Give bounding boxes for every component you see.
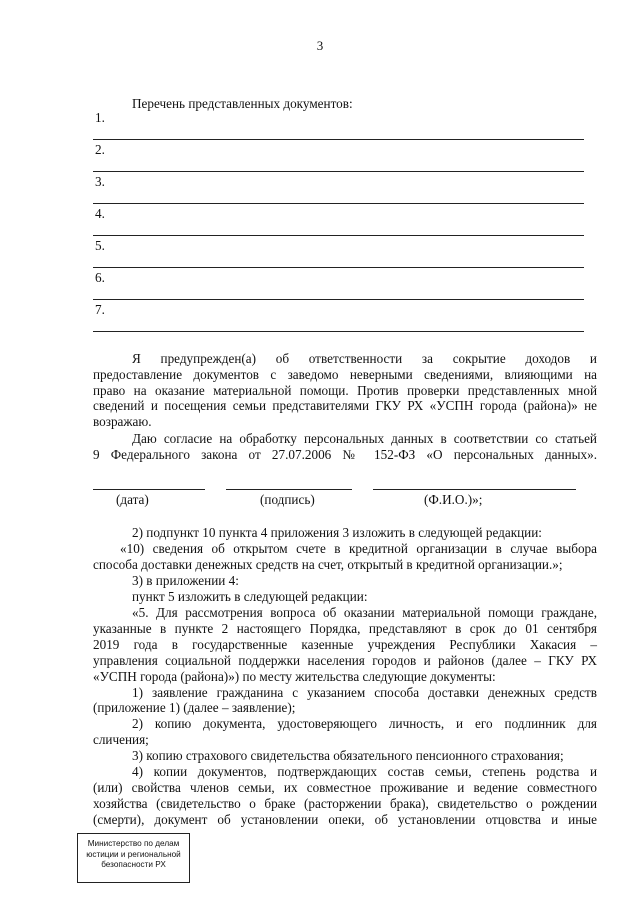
text-line: 2) копию документа, удостоверяющего личность, и его подлинник для — [132, 716, 597, 732]
fill-line — [93, 299, 584, 300]
date-label: (дата) — [116, 492, 149, 507]
text-line: «10) сведения об открытом счете в кредитной организации в случае выбора — [120, 540, 597, 556]
text-line: (или) свойства членов семьи, их совместное проживание и ведение совместного — [93, 780, 597, 796]
text-line: управления социальной поддержки населения городов и районов (далее – ГКУ РХ — [93, 652, 597, 668]
documents-list-item: 7. — [95, 302, 105, 317]
warning-paragraph — [93, 351, 597, 430]
fill-line — [93, 203, 584, 204]
name-line — [373, 489, 576, 490]
amendments-text — [93, 525, 597, 828]
text-line: (смерти), документ об установлении опеки, об установлении отцовства и иные — [93, 812, 597, 828]
text-line: 2019 года в государственные казенные учреждения Республики Хакасия – — [93, 636, 597, 652]
documents-list-item: 4. — [95, 206, 105, 221]
fill-line — [93, 235, 584, 236]
text-line: (приложение 1) (далее – заявление); — [93, 700, 296, 716]
text-line: указанные в пункте 2 настоящего Порядка, представляют в срок до 01 сентября — [93, 620, 597, 636]
signature-line — [226, 489, 352, 490]
ministry-stamp — [77, 833, 190, 883]
text-line: сведений и посещения семьи представителями ГКУ РХ «УСПН города (района)» не — [93, 398, 597, 414]
stamp-line: безопасности РХ — [101, 860, 166, 869]
stamp-line: Министерство по делам — [87, 839, 180, 848]
consent-paragraph — [93, 431, 597, 463]
text-line: право на оказание материальной помощи. Против проверки представленных мной — [93, 382, 597, 398]
fill-line — [93, 267, 584, 268]
text-line: 3) копию страхового свидетельства обязательного пенсионного страхования; — [132, 748, 564, 764]
fill-line — [93, 331, 584, 332]
text-line: «УСПН города (района)») по месту жительства следующие документы: — [93, 668, 496, 684]
documents-list-item: 6. — [95, 270, 105, 285]
signature-label: (подпись) — [260, 492, 315, 507]
documents-list-item: 5. — [95, 238, 105, 253]
full-name-label: (Ф.И.О.)»; — [424, 492, 483, 507]
text-line: 1) заявление гражданина с указанием способа доставки денежных средств — [132, 684, 597, 700]
text-line: Я предупрежден(а) об ответственности за сокрытие доходов и — [132, 351, 597, 366]
text-line: предоставление документов с заведомо неверными сведениями, влияющими на — [93, 366, 597, 382]
text-line: хозяйства (свидетельство о браке (расторжении брака), свидетельство о рождении — [93, 796, 597, 812]
documents-list-title: Перечень представленных документов: — [132, 96, 353, 111]
text-line: 2) подпункт 10 пункта 4 приложения 3 изложить в следующей редакции: — [132, 525, 542, 540]
page-number: 3 — [316, 38, 324, 53]
text-line: Даю согласие на обработку персональных данных в соответствии со статьей — [132, 431, 597, 446]
stamp-line: юстиции и региональной — [86, 849, 181, 859]
text-line: 4) копии документов, подтверждающих состав семьи, степень родства и — [132, 764, 597, 780]
text-line: способа доставки денежных средств на счет, открытый в кредитной организации.»; — [93, 556, 563, 572]
text-line: возражаю. — [93, 414, 152, 430]
fill-line — [93, 171, 584, 172]
text-line: пункт 5 изложить в следующей редакции: — [132, 588, 368, 604]
documents-list-item: 1. — [95, 110, 105, 125]
documents-list-item: 3. — [95, 174, 105, 189]
text-line: сличения; — [93, 732, 149, 748]
documents-list-item: 2. — [95, 142, 105, 157]
date-line — [93, 489, 205, 490]
fill-line — [93, 139, 584, 140]
text-line: 3) в приложении 4: — [132, 572, 239, 588]
text-line: 9 Федерального закона от 27.07.2006 № 152-ФЗ «О персональных данных». — [93, 446, 597, 462]
text-line: «5. Для рассмотрения вопроса об оказании материальной помощи граждане, — [132, 604, 597, 620]
